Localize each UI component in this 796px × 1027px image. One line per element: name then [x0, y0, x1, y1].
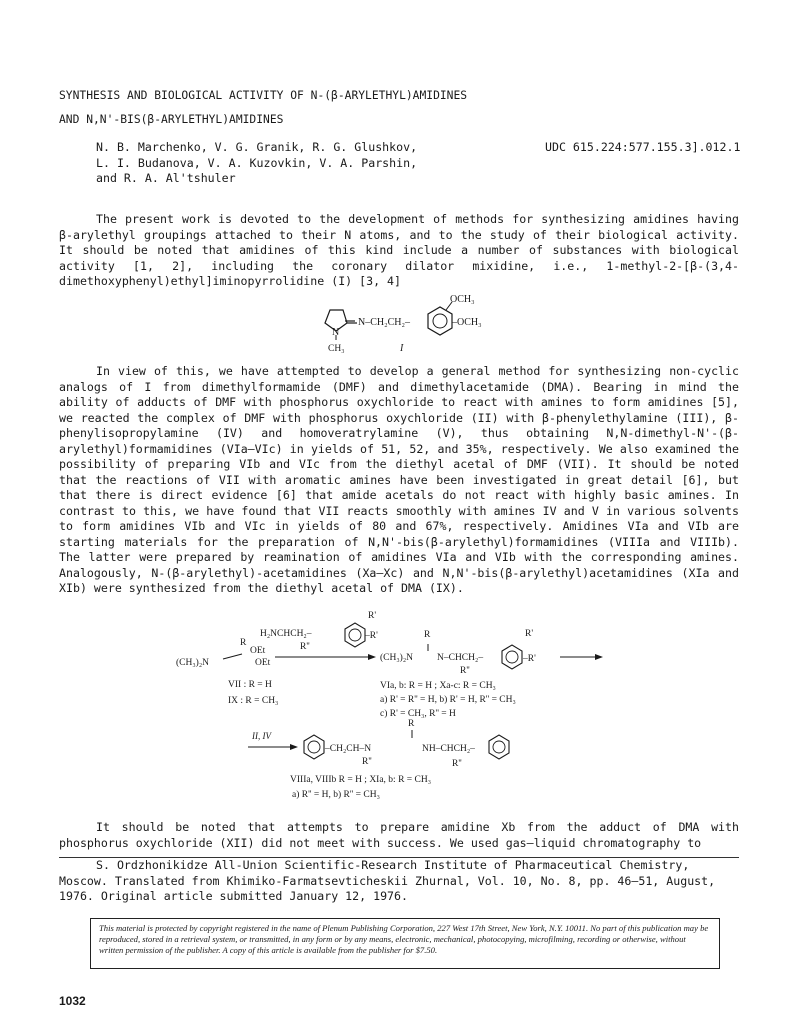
structure-i-methoxy-top: OCH₃	[450, 294, 475, 305]
amine-r-prime-right: –R'	[365, 631, 378, 641]
amine-r-double-prime: R''	[300, 642, 310, 652]
bis-r-double-prime-right: R''	[452, 759, 462, 769]
structure-i-nitrogen: N	[332, 327, 340, 338]
bis-caption-1: VIIIa, VIIIb R = H ; XIa, b: R = CH₃	[290, 775, 432, 785]
product-r-prime-top: R'	[525, 629, 534, 639]
footnote: S. Ordzhonikidze All-Union Scientific-Research Institute of Pharmaceutical Chemistry, Moscow. Translated from Khimiko-Farmatsevticheskii Zhurnal, Vol. 10, No. 8, pp. 46–51, August, 1976. Original article submitted January 12, 1976.	[59, 858, 716, 903]
product-caption-1: VIa, b: R = H ; Xa-c: R = CH₃	[380, 681, 496, 691]
product-dimethylamino: (CH₃)₂N	[380, 653, 414, 663]
acetal-r: R	[240, 638, 247, 648]
acetal-label-vii: VII : R = H	[228, 680, 272, 690]
reamination-conditions: II, IV	[252, 731, 271, 741]
bis-r: R	[408, 719, 415, 729]
copyright-notice	[90, 918, 720, 969]
product-r: R	[424, 630, 431, 640]
author-line-2: L. I. Budanova, V. A. Kuzovkin, V. A. Parshin,	[96, 155, 418, 170]
closing-paragraph: It should be noted that attempts to prepare amidine Xb from the adduct of DMA with phosphorus oxychloride (XII) did not meet with success. We used gas–liquid chromatography to	[59, 820, 739, 850]
author-list	[96, 140, 456, 187]
acetal-oet-1: OEt	[250, 646, 266, 656]
structure-i	[300, 288, 520, 358]
structure-i-chain: N–CH₂CH₂–	[358, 317, 410, 328]
product-r-double-prime: R''	[460, 666, 470, 676]
structure-i-label: I	[400, 343, 404, 354]
acetal-dimethylamino: (CH₃)₂N	[176, 658, 210, 668]
structure-i-methoxy-right: –OCH₃	[452, 317, 482, 328]
product-chain: N–CHCH₂–	[437, 653, 484, 663]
reaction-scheme	[140, 604, 780, 804]
author-line-3: and R. A. Al'tshuler	[96, 171, 236, 186]
structure-i-methyl: CH₃	[328, 344, 345, 354]
bis-r-double-prime-left: R''	[362, 757, 372, 767]
product-caption-2: a) R' = R'' = H, b) R' = H, R'' = CH₃	[380, 695, 516, 705]
title-line-2: AND N,N'-BIS(β-ARYLETHYL)AMIDINES	[59, 113, 284, 126]
page-number: 1032	[59, 994, 86, 1008]
copyright-notice-text: This material is protected by copyright registered in the name of Plenum Publishing Corporation, 227 West 17th Street, New York, N.Y. 10011. No part of this publication may be reproduced, stored in a retrieval system, or transmitted, in any form or by any means, electronic, mechanical, photocopying, microfilming, recording or otherwise, without written permission of the publisher. A copy of this article is available from the publisher for $7.50.	[99, 923, 709, 956]
udc-code: UDC 615.224:577.155.3].012.1	[545, 140, 741, 154]
title-line-1: SYNTHESIS AND BIOLOGICAL ACTIVITY OF N-(β-ARYLETHYL)AMIDINES	[59, 89, 468, 102]
bis-left-chain: –CH₂CH–N	[325, 744, 372, 754]
amine-r-prime-top: R'	[368, 611, 377, 621]
amine-reagent: H₂NCHCH₂–	[260, 629, 312, 639]
main-paragraph: In view of this, we have attempted to develop a general method for synthesizing non-cyclic analogs of I from dimethylformamide (DMF) and dimethylacetamide (DMA). Bearing in mind the ability of adducts of DMF with phosphorus oxychloride to react with amines to form amidines [5], we reacted the complex of DMF with phosphorus oxychloride (II) with β-phenylethylamine (III), β-phenylisopropylamine (IV) and homoveratrylamine (V), thus obtaining N,N-dimethyl-N'-(β-arylethyl)formamidines (VIa–VIc) in yields of 51, 52, and 35%, respectively. We also examined the possibility of preparing VIb and VIc from the diethyl acetal of DMF (VII). It should be noted that the reactions of VII with aromatic amines have been investigated in great detail [6], but that there is direct evidence [6] that amide acetals do not react with highly basic amines. In contrast to this, we have found that VII reacts smoothly with amines IV and V in various solvents to form amidines VIb and VIc in yields of 80 and 67%, respectively. Amidines VIa and VIb are starting materials for the preparation of N,N'-bis(β-arylethyl)formamidines (VIIIa and VIIIb). The latter were prepared by reamination of amidines VIa and VIb with the corresponding amines. Analogously, N-(β-arylethyl)-acetamidines (Xa–Xc) and N,N'-bis(β-arylethyl)acetamidines (XIa and XIb) were synthesized from the diethyl acetal of DMA (IX).	[59, 364, 739, 595]
intro-paragraph: The present work is devoted to the development of methods for synthesizing amidines having β-arylethyl groupings attached to their N atoms, and to the study of their biological activity. It should be noted that amidines of this kind include a number of substances with biological activity [1, 2], including the coronary dilator mixidine, i.e., 1-methyl-2-[β-(3,4-dimethoxyphenyl)ethyl]iminopyrrolidine (I) [3, 4]	[59, 212, 739, 288]
article-title	[59, 84, 759, 132]
product-r-prime-right: –R'	[523, 654, 536, 664]
bis-right-chain: NH–CHCH₂–	[422, 744, 475, 754]
bis-caption-2: a) R'' = H, b) R'' = CH₃	[292, 790, 380, 800]
acetal-oet-2: OEt	[255, 658, 271, 668]
acetal-label-ix: IX : R = CH₃	[228, 696, 279, 706]
author-line-1: N. B. Marchenko, V. G. Granik, R. G. Glushkov,	[96, 140, 418, 154]
product-caption-3: c) R' = CH₃, R'' = H	[380, 709, 456, 719]
